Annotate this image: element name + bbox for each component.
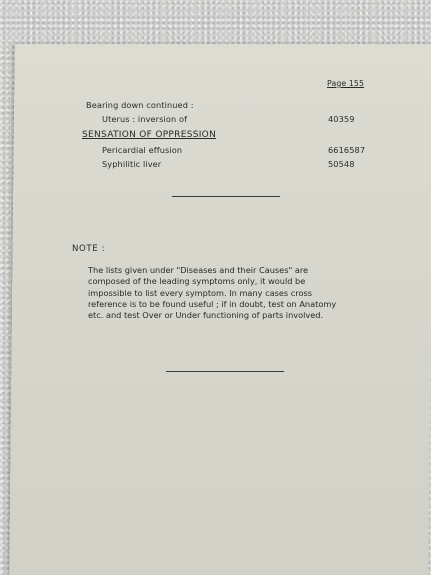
divider-rule [166, 371, 284, 372]
bearing-down-heading: Bearing down continued : [86, 100, 194, 110]
list-item-label: Syphilitic liver [102, 159, 162, 169]
note-paragraph: The lists given under "Diseases and their Causes" are composed of the leading symptoms only, it would be impossible to list every symptom. In many cases cross reference is to be found useful ; if in doubt, test on Anatomy etc. and test Over or Under functioning of parts involved. [88, 265, 337, 321]
note-heading: NOTE : [72, 244, 106, 254]
list-item-value: 40359 [328, 114, 355, 124]
list-item-label: Pericardial effusion [102, 145, 183, 155]
divider-rule [172, 196, 280, 197]
list-item-label: Uterus : inversion of [102, 114, 188, 124]
list-item-value: 50548 [328, 159, 355, 169]
list-item-value: 6616587 [328, 145, 366, 155]
page-number: Page 155 [327, 79, 365, 88]
section-heading-oppression: SENSATION OF OPPRESSION [82, 130, 217, 140]
